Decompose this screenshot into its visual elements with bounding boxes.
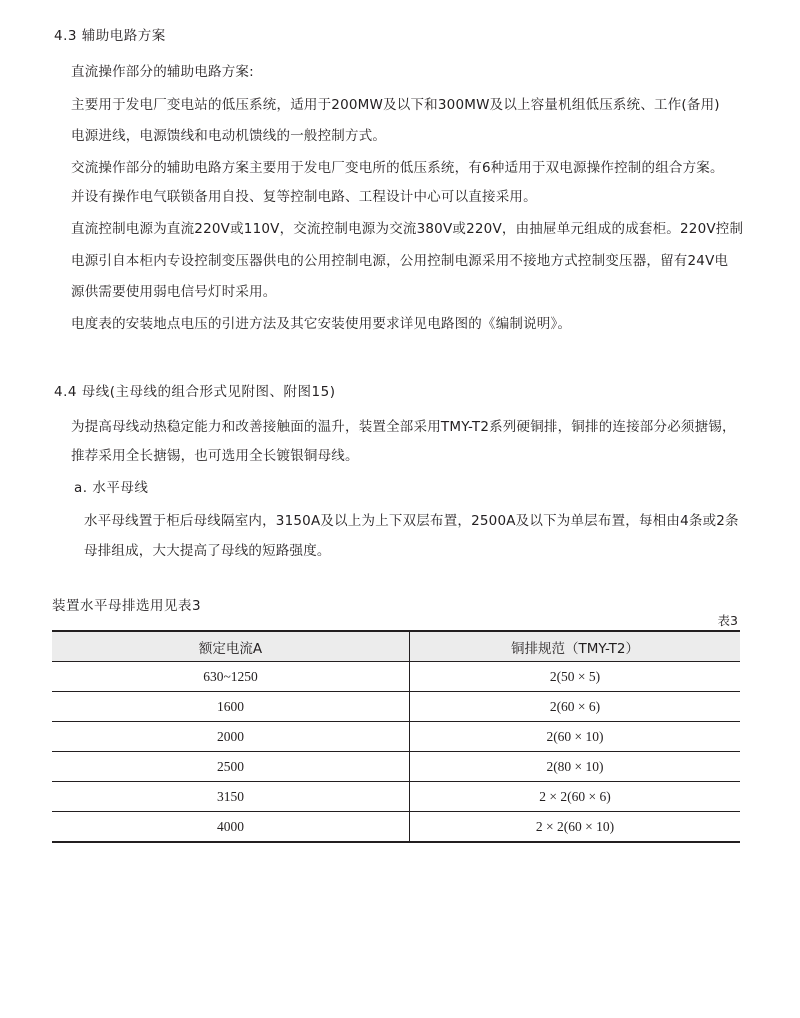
table-row bbox=[52, 692, 740, 722]
table-number: 表3 bbox=[717, 613, 738, 628]
cell-current: 2000 bbox=[52, 722, 410, 752]
cell-current: 1600 bbox=[52, 692, 410, 722]
table-row bbox=[52, 662, 740, 692]
paragraph-dc-intro: 直流操作部分的辅助电路方案: bbox=[71, 64, 254, 80]
paragraph-control-power-line1: 直流控制电源为直流220V或110V，交流控制电源为交流380V或220V，由抽屉单元组成的成套柜。220V控制 bbox=[71, 221, 744, 237]
cell-current: 2500 bbox=[52, 752, 410, 782]
paragraph-meter: 电度表的安装地点电压的引进方法及其它安装使用要求详见电路图的《编制说明》。 bbox=[71, 316, 572, 332]
paragraph-busbar-line1: 为提高母线动热稳定能力和改善接触面的温升，装置全部采用TMY-T2系列硬铜排，铜排的连接部分必须搪锡， bbox=[71, 419, 736, 435]
cell-spec: 2(80 × 10) bbox=[410, 752, 741, 782]
header-rated-current: 额定电流A bbox=[52, 631, 410, 662]
paragraph-busbar-line2: 推荐采用全长搪锡，也可选用全长镀银铜母线。 bbox=[71, 448, 359, 464]
cell-spec: 2 × 2(60 × 6) bbox=[410, 782, 741, 812]
cell-spec: 2(60 × 6) bbox=[410, 692, 741, 722]
cell-spec: 2 × 2(60 × 10) bbox=[410, 812, 741, 843]
paragraph-horizontal-busbar-line1: 水平母线置于柜后母线隔室内，3150A及以上为上下双层布置，2500A及以下为单层布置，每相由4条或2条 bbox=[84, 513, 739, 529]
paragraph-dc-usage-line2: 电源进线，电源馈线和电动机馈线的一般控制方式。 bbox=[71, 128, 387, 144]
cell-current: 630~1250 bbox=[52, 662, 410, 692]
table-header-row bbox=[52, 631, 740, 662]
cell-spec: 2(50 × 5) bbox=[410, 662, 741, 692]
table-intro: 装置水平母排选用见表3 bbox=[52, 598, 202, 614]
paragraph-horizontal-busbar-line2: 母排组成，大大提高了母线的短路强度。 bbox=[84, 543, 331, 559]
paragraph-control-power-line2: 电源引自本柜内专设控制变压器供电的公用控制电源，公用控制电源采用不接地方式控制变压器，留有24V电 bbox=[71, 253, 729, 269]
cell-current: 3150 bbox=[52, 782, 410, 812]
cell-current: 4000 bbox=[52, 812, 410, 843]
section-heading-4-3: 4.3 辅助电路方案 bbox=[54, 28, 166, 44]
busbar-selection-table bbox=[52, 630, 740, 843]
paragraph-control-power-line3: 源供需要使用弱电信号灯时采用。 bbox=[71, 284, 277, 300]
subheading-horizontal-busbar: a. 水平母线 bbox=[74, 480, 149, 496]
paragraph-ac-line2: 并设有操作电气联锁备用自投、复等控制电路、工程设计中心可以直接采用。 bbox=[71, 189, 537, 205]
cell-spec: 2(60 × 10) bbox=[410, 722, 741, 752]
table-row bbox=[52, 752, 740, 782]
paragraph-dc-usage-line1: 主要用于发电厂变电站的低压系统，适用于200MW及以下和300MW及以上容量机组低压系统、工作(备用) bbox=[71, 97, 720, 113]
header-copper-spec: 铜排规范（TMY-T2） bbox=[410, 631, 741, 662]
table-row bbox=[52, 722, 740, 752]
section-heading-4-4: 4.4 母线(主母线的组合形式见附图、附图15) bbox=[54, 384, 336, 400]
table-row bbox=[52, 782, 740, 812]
paragraph-ac-line1: 交流操作部分的辅助电路方案主要用于发电厂变电所的低压系统，有6种适用于双电源操作控制的组合方案。 bbox=[71, 160, 724, 176]
table-row bbox=[52, 812, 740, 843]
